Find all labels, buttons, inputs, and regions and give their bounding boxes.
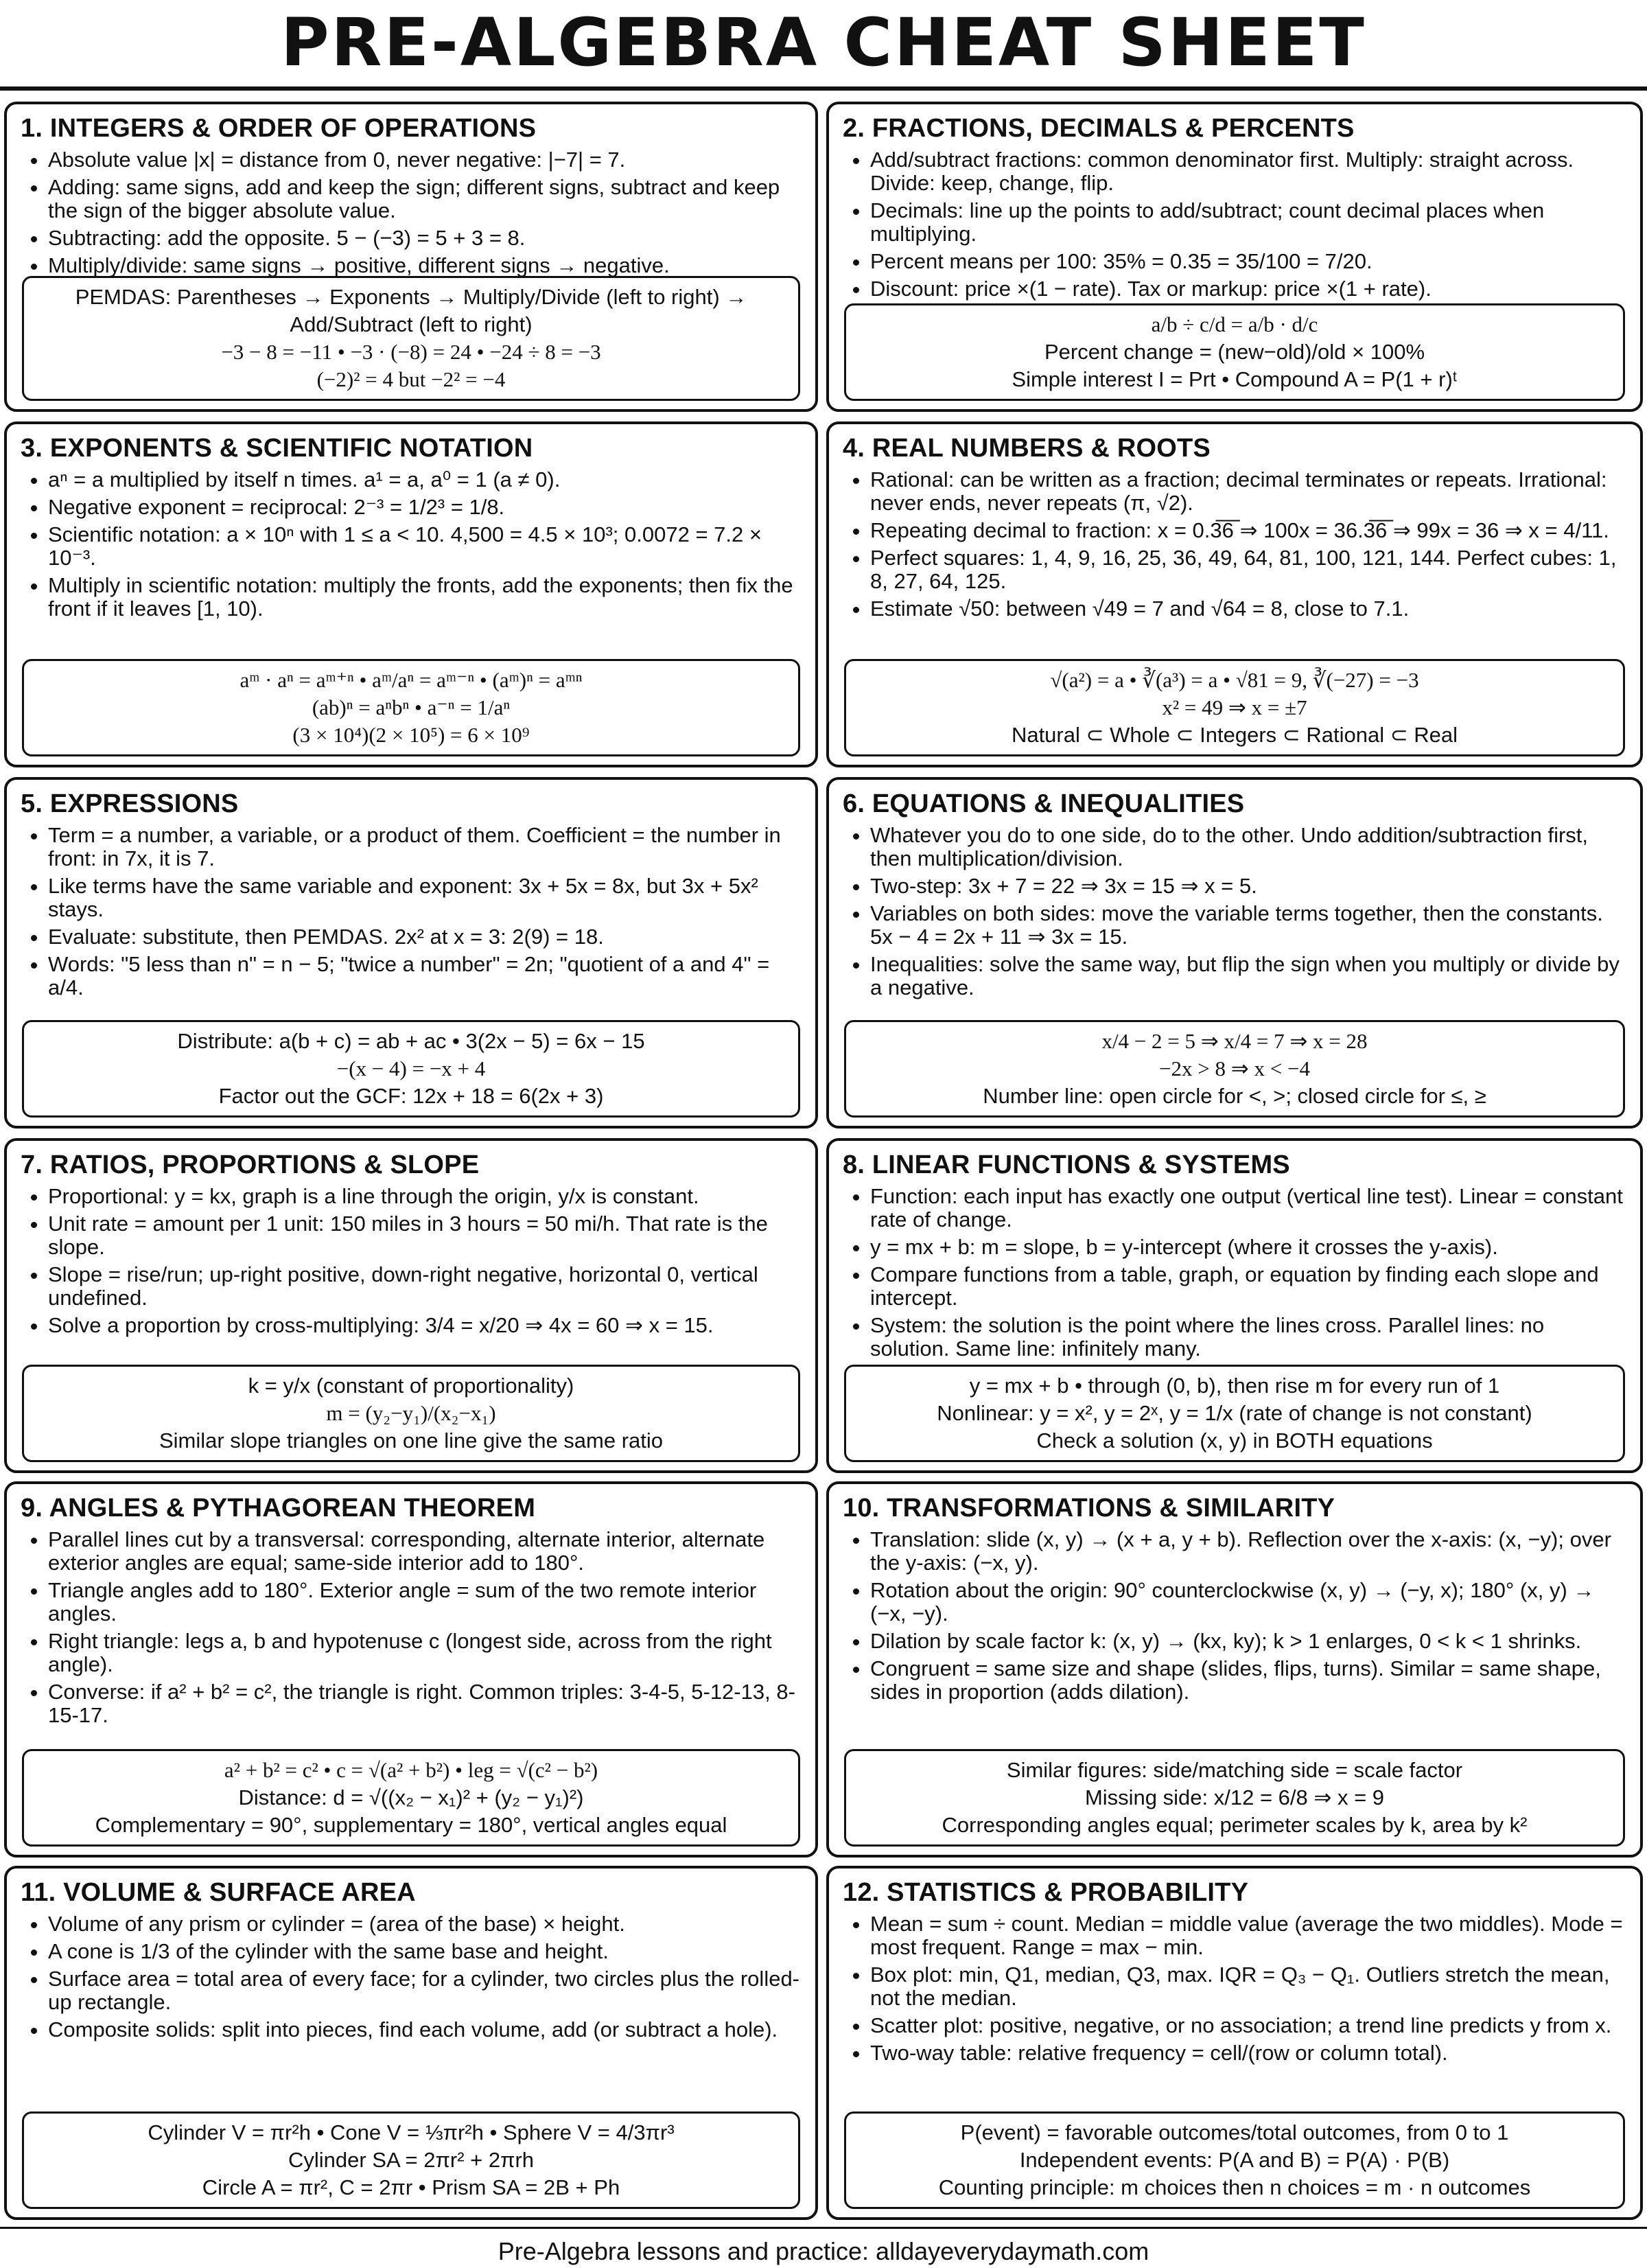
section-volume [4, 1866, 818, 2220]
bullet-item: • Right triangle: legs a, b and hypotenuse c (longest side, across from the right angle). [48, 1630, 802, 1676]
formula-line: PEMDAS: Parentheses → Exponents → Multiply/Divide (left to right) → Add/Subtract (left to right) [75, 285, 747, 336]
section-heading: 9. ANGLES & PYTHAGOREAN THEOREM [21, 1494, 536, 1523]
bullet-list [21, 1528, 802, 1727]
bullet-item: • Variables on both sides: move the variable terms together, then the constants. 5x − 4 = 2x + 11 ⇒ 3x = 15. [870, 902, 1626, 949]
bullet-item: • Compare functions from a table, graph, or equation by finding each slope and intercept. [870, 1263, 1626, 1310]
bullet-item: • Converse: if a² + b² = c², the triangle is right. Common triples: 3-4-5, 5-12-13, 8-15-17. [48, 1680, 802, 1727]
bullet-list [843, 468, 1626, 621]
bullet-item: • Like terms have the same variable and exponent: 3x + 5x = 8x, but 3x + 5x² stays. [48, 875, 802, 921]
formula-line: −(x − 4) = −x + 4 [336, 1056, 486, 1080]
bullet-item: • Rational: can be written as a fraction; decimal terminates or repeats. Irrational: never ends, never repeats (π, √2). [870, 468, 1626, 515]
section-heading: 4. REAL NUMBERS & ROOTS [843, 434, 1211, 463]
bullet-item: • Proportional: y = kx, graph is a line through the origin, y/x is constant. [48, 1185, 802, 1208]
section-equations [826, 777, 1643, 1129]
section-expressions [4, 777, 818, 1129]
formula-line: Simple interest I = Prt • Compound A = P(1 + r)ᵗ [1012, 367, 1458, 391]
formula-box [844, 303, 1625, 401]
section-angles [4, 1481, 818, 1858]
section-heading: 6. EQUATIONS & INEQUALITIES [843, 789, 1245, 818]
bullet-list [21, 1185, 802, 1337]
formula-box [22, 659, 800, 756]
formula-line: (ab)ⁿ = aⁿbⁿ • a⁻ⁿ = 1/aⁿ [312, 695, 511, 719]
bullet-item: • Two-way table: relative frequency = cell/(row or column total). [870, 2041, 1626, 2065]
section-heading: 1. INTEGERS & ORDER OF OPERATIONS [21, 114, 537, 143]
bullet-item: • aⁿ = a multiplied by itself n times. a¹ = a, a⁰ = 1 (a ≠ 0). [48, 468, 802, 491]
formula-line: P(event) = favorable outcomes/total outcomes, from 0 to 1 [960, 2120, 1509, 2144]
bullet-item: • Term = a number, a variable, or a product of them. Coefficient = the number in front: in 7x, it is 7. [48, 824, 802, 870]
formula-line: −3 − 8 = −11 • −3 · (−8) = 24 • −24 ÷ 8 = −3 [221, 340, 601, 364]
bullet-item: • Congruent = same size and shape (slides, flips, turns). Similar = same shape, sides in proportion (adds dilation). [870, 1657, 1626, 1704]
bullet-item: • Multiply/divide: same signs → positive, different signs → negative. [48, 254, 802, 277]
bullet-item: • Inequalities: solve the same way, but flip the sign when you multiply or divide by a negative. [870, 953, 1626, 999]
section-transformations [826, 1481, 1643, 1858]
bullet-item: • Solve a proportion by cross-multiplying: 3/4 = x/20 ⇒ 4x = 60 ⇒ x = 15. [48, 1314, 802, 1337]
formula-line: a² + b² = c² • c = √(a² + b²) • leg = √(c² − b²) [224, 1758, 598, 1782]
formula-box [22, 1749, 800, 1847]
formula-line: Check a solution (x, y) in BOTH equations [1036, 1428, 1433, 1453]
bullet-list [21, 824, 802, 999]
bullet-list [21, 468, 802, 621]
formula-line: x/4 − 2 = 5 ⇒ x/4 = 7 ⇒ x = 28 [1101, 1029, 1368, 1053]
section-fractions [826, 102, 1643, 412]
bullet-item: • Words: "5 less than n" = n − 5; "twice a number" = 2n; "quotient of a and 4" = a/4. [48, 953, 802, 999]
formula-line: Distribute: a(b + c) = ab + ac • 3(2x − 5) = 6x − 15 [177, 1029, 645, 1053]
formula-box [844, 2111, 1625, 2209]
formula-line: Corresponding angles equal; perimeter scales by k, area by k² [942, 1813, 1528, 1837]
bullet-item: • Rotation about the origin: 90° counterclockwise (x, y) → (−y, x); 180° (x, y) → (−x, −y). [870, 1579, 1626, 1625]
section-real-numbers [826, 421, 1643, 767]
formula-box [844, 659, 1625, 756]
section-linear-functions [826, 1138, 1643, 1473]
section-heading: 8. LINEAR FUNCTIONS & SYSTEMS [843, 1150, 1290, 1179]
formula-line: Similar figures: side/matching side = scale factor [1006, 1758, 1463, 1782]
section-heading: 5. EXPRESSIONS [21, 789, 239, 818]
bullet-item: • Subtracting: add the opposite. 5 − (−3) = 5 + 3 = 8. [48, 227, 802, 250]
formula-line: x² = 49 ⇒ x = ±7 [1162, 695, 1307, 719]
formula-line: k = y/x (constant of proportionality) [248, 1374, 574, 1398]
bullet-list [843, 1185, 1626, 1361]
bullet-item: • System: the solution is the point where the lines cross. Parallel lines: no solution. Same line: infinitely many. [870, 1314, 1626, 1361]
bullet-item: • Function: each input has exactly one output (vertical line test). Linear = constant rate of change. [870, 1185, 1626, 1231]
formula-line: Counting principle: m choices then n choices = m · n outcomes [938, 2175, 1531, 2199]
formula-box [22, 276, 800, 401]
section-heading: 2. FRACTIONS, DECIMALS & PERCENTS [843, 114, 1355, 143]
bullet-item: • Whatever you do to one side, do to the other. Undo addition/subtraction first, then multiplication/division. [870, 824, 1626, 870]
bullet-item: • Surface area = total area of every face; for a cylinder, two circles plus the rolled-up rectangle. [48, 1967, 802, 2014]
section-heading: 10. TRANSFORMATIONS & SIMILARITY [843, 1494, 1335, 1523]
bullet-item: • Box plot: min, Q1, median, Q3, max. IQR = Q₃ − Q₁. Outliers stretch the mean, not the median. [870, 1963, 1626, 2010]
bullet-item: • Mean = sum ÷ count. Median = middle value (average the two middles). Mode = most frequent. Range = max − min. [870, 1912, 1626, 1959]
bullet-item: • Discount: price ×(1 − rate). Tax or markup: price ×(1 + rate). [870, 277, 1626, 301]
section-integers [4, 102, 818, 412]
section-heading: 3. EXPONENTS & SCIENTIFIC NOTATION [21, 434, 533, 463]
bullet-item: • Multiply in scientific notation: multiply the fronts, add the exponents; then fix the front if it leaves [1, 10). [48, 574, 802, 621]
bullet-list [843, 1528, 1626, 1704]
bullet-item: • Triangle angles add to 180°. Exterior angle = sum of the two remote interior angles. [48, 1579, 802, 1625]
formula-line: (−2)² = 4 but −2² = −4 [316, 367, 506, 391]
bullet-item: • Estimate √50: between √49 = 7 and √64 = 8, close to 7.1. [870, 597, 1626, 621]
formula-line: Circle A = πr², C = 2πr • Prism SA = 2B + Ph [202, 2175, 620, 2199]
formula-line: Complementary = 90°, supplementary = 180°, vertical angles equal [95, 1813, 727, 1837]
title-divider [0, 86, 1647, 91]
formula-line: m = (y₂−y₁)/(x₂−x₁) [326, 1401, 496, 1425]
bullet-item: • Percent means per 100: 35% = 0.35 = 35/100 = 7/20. [870, 250, 1626, 273]
formula-line: Factor out the GCF: 12x + 18 = 6(2x + 3) [218, 1084, 604, 1108]
bullet-item: • A cone is 1/3 of the cylinder with the same base and height. [48, 1940, 802, 1963]
formula-line: y = mx + b • through (0, b), then rise m for every run of 1 [969, 1374, 1500, 1398]
formula-line: Natural ⊂ Whole ⊂ Integers ⊂ Rational ⊂ Real [1011, 723, 1458, 747]
formula-line: Cylinder V = πr²h • Cone V = ⅓πr²h • Sphere V = 4/3πr³ [148, 2120, 675, 2144]
formula-box [844, 1749, 1625, 1847]
bullet-item: • Negative exponent = reciprocal: 2⁻³ = 1/2³ = 1/8. [48, 496, 802, 519]
bullet-item: • Absolute value |x| = distance from 0, never negative: |−7| = 7. [48, 148, 802, 172]
section-exponents [4, 421, 818, 767]
bullet-item: • Scatter plot: positive, negative, or no association; a trend line predicts y from x. [870, 2014, 1626, 2037]
formula-line: Distance: d = √((x₂ − x₁)² + (y₂ − y₁)²) [238, 1785, 584, 1809]
formula-line: Percent change = (new−old)/old × 100% [1044, 340, 1425, 364]
bullet-list [843, 824, 1626, 999]
formula-line: Missing side: x/12 = 6/8 ⇒ x = 9 [1084, 1785, 1385, 1809]
bullet-item: • Repeating decimal to fraction: x = 0.3̅6̅ ⇒ 100x = 36.3̅6̅ ⇒ 99x = 36 ⇒ x = 4/11. [870, 519, 1626, 542]
bullet-item: • Slope = rise/run; up-right positive, down-right negative, horizontal 0, vertical undefined. [48, 1263, 802, 1310]
bullet-item: • Add/subtract fractions: common denominator first. Multiply: straight across. Divide: keep, change, flip. [870, 148, 1626, 195]
formula-box [844, 1365, 1625, 1462]
bullet-item: • Dilation by scale factor k: (x, y) → (kx, ky); k > 1 enlarges, 0 < k < 1 shrinks. [870, 1630, 1626, 1653]
bullet-item: • Adding: same signs, add and keep the sign; different signs, subtract and keep the sign of the bigger absolute value. [48, 176, 802, 222]
formula-line: Similar slope triangles on one line give the same ratio [159, 1428, 664, 1453]
footer-divider [0, 2227, 1647, 2229]
section-ratios [4, 1138, 818, 1473]
formula-line: Number line: open circle for <, >; closed circle for ≤, ≥ [983, 1084, 1486, 1108]
formula-line: aᵐ · aⁿ = aᵐ⁺ⁿ • aᵐ/aⁿ = aᵐ⁻ⁿ • (aᵐ)ⁿ = aᵐⁿ [240, 668, 583, 692]
bullet-item: • Volume of any prism or cylinder = (area of the base) × height. [48, 1912, 802, 1936]
section-heading: 12. STATISTICS & PROBABILITY [843, 1878, 1249, 1907]
bullet-item: • Decimals: line up the points to add/subtract; count decimal places when multiplying. [870, 199, 1626, 246]
section-heading: 11. VOLUME & SURFACE AREA [21, 1878, 416, 1907]
bullet-item: • Evaluate: substitute, then PEMDAS. 2x² at x = 3: 2(9) = 18. [48, 925, 802, 949]
bullet-list [21, 148, 802, 277]
formula-line: −2x > 8 ⇒ x < −4 [1159, 1056, 1310, 1080]
bullet-list [843, 148, 1626, 301]
page-title: PRE-ALGEBRA CHEAT SHEET [281, 4, 1366, 81]
formula-line: a/b ÷ c/d = a/b · d/c [1151, 312, 1318, 336]
formula-box [22, 1020, 800, 1118]
bullet-item: • Parallel lines cut by a transversal: corresponding, alternate interior, alternate exterior angles are equal; same-side interior add to 180°. [48, 1528, 802, 1575]
bullet-item: • Composite solids: split into pieces, find each volume, add (or subtract a hole). [48, 2018, 802, 2041]
formula-line: √(a²) = a • ∛(a³) = a • √81 = 9, ∛(−27) = −3 [1050, 668, 1419, 692]
section-heading: 7. RATIOS, PROPORTIONS & SLOPE [21, 1150, 480, 1179]
bullet-list [21, 1912, 802, 2041]
formula-line: (3 × 10⁴)(2 × 10⁵) = 6 × 10⁹ [292, 723, 530, 747]
footer-link-text: Pre-Algebra lessons and practice: alldayeverydaymath.com [498, 2237, 1149, 2265]
bullet-item: • y = mx + b: m = slope, b = y-intercept (where it crosses the y-axis). [870, 1236, 1626, 1259]
formula-box [844, 1020, 1625, 1118]
formula-line: Nonlinear: y = x², y = 2ˣ, y = 1/x (rate of change is not constant) [937, 1401, 1532, 1425]
bullet-list [843, 1912, 1626, 2065]
bullet-item: • Unit rate = amount per 1 unit: 150 miles in 3 hours = 50 mi/h. That rate is the slope. [48, 1212, 802, 1259]
section-statistics [826, 1866, 1643, 2220]
formula-box [22, 1365, 800, 1462]
formula-line: Independent events: P(A and B) = P(A) · P(B) [1019, 2148, 1450, 2172]
bullet-item: • Perfect squares: 1, 4, 9, 16, 25, 36, 49, 64, 81, 100, 121, 144. Perfect cubes: 1, 8, 27, 64, 125. [870, 546, 1626, 593]
formula-line: Cylinder SA = 2πr² + 2πrh [288, 2148, 535, 2172]
bullet-item: • Scientific notation: a × 10ⁿ with 1 ≤ a < 10. 4,500 = 4.5 × 10³; 0.0072 = 7.2 × 10⁻³. [48, 523, 802, 570]
bullet-item: • Translation: slide (x, y) → (x + a, y + b). Reflection over the x-axis: (x, −y); over the y-axis: (−x, y). [870, 1528, 1626, 1575]
formula-box [22, 2111, 800, 2209]
bullet-item: • Two-step: 3x + 7 = 22 ⇒ 3x = 15 ⇒ x = 5. [870, 875, 1626, 898]
